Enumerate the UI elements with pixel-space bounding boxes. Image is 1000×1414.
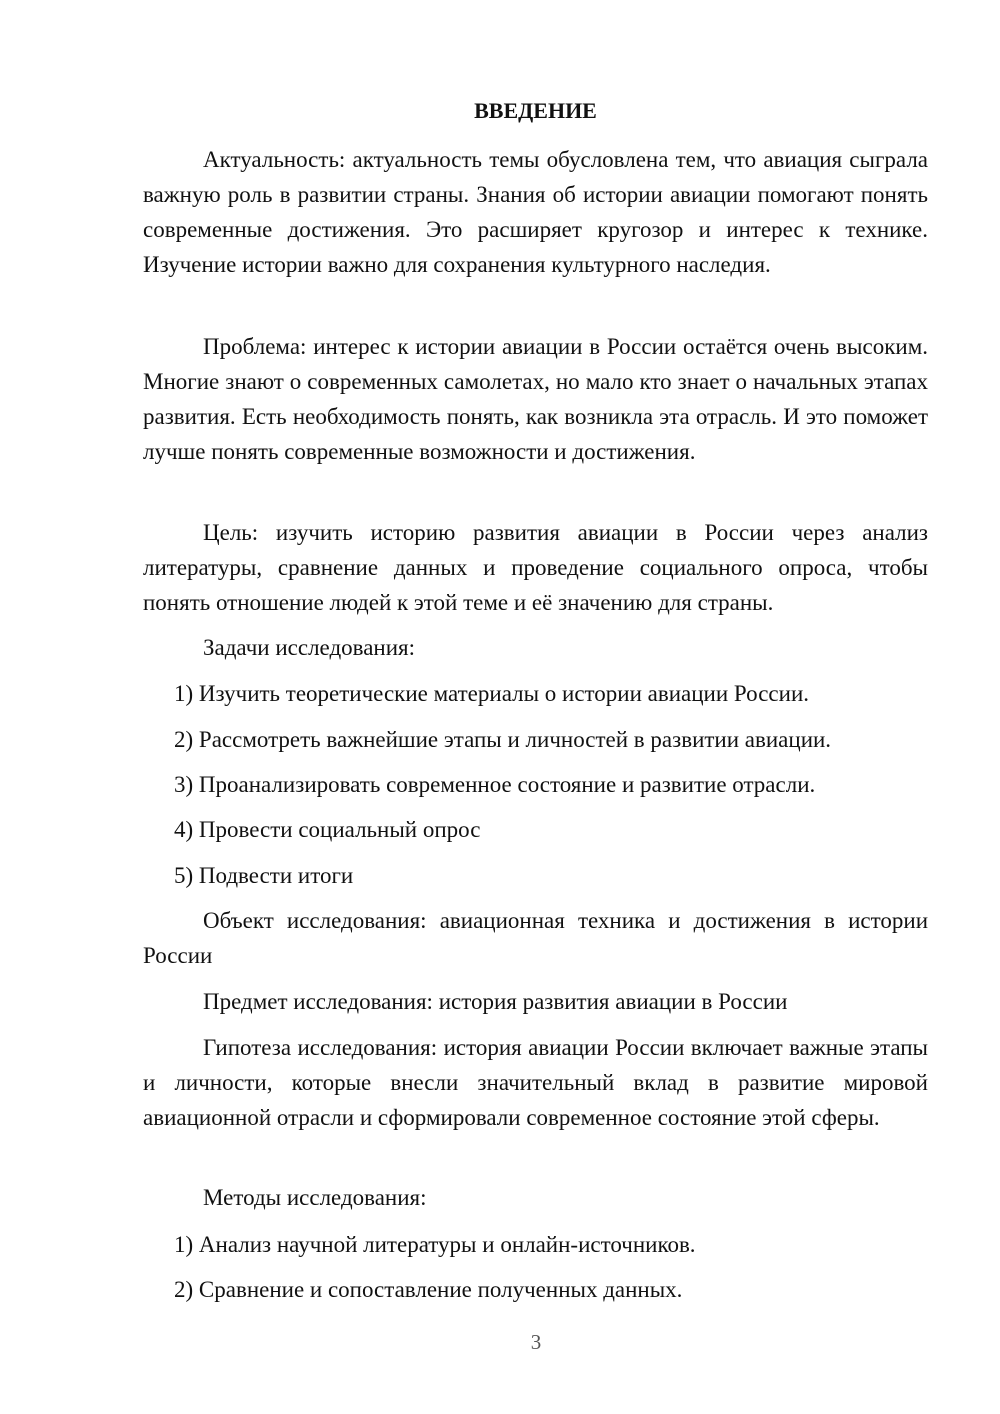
task-item-4: 4) Провести социальный опрос [174,817,481,842]
paragraph-relevance: Актуальность: актуальность темы обусловлена тем, что авиация сыграла важную роль в развитии страны. Знания об истории авиации помогают понять современные достижения. Это расширяет кругозор и интерес к технике. Изучение истории важно для сохранения культурного наследия. [143,147,928,277]
task-item-2: 2) Рассмотреть важнейшие этапы и личностей в развитии авиации. [174,727,832,752]
task-item-1: 1) Изучить теоретические материалы о истории авиации России. [174,681,810,706]
paragraph-subject: Предмет исследования: история развития авиации в России [203,989,788,1014]
method-item-1: 1) Анализ научной литературы и онлайн-источников. [174,1232,696,1257]
paragraph-goal: Цель: изучить историю развития авиации в России через анализ литературы, сравнение данных и проведение социального опроса, чтобы понять отношение людей к этой теме и её значению для страны. [143,520,928,615]
page-title: ВВЕДЕНИЕ [474,98,597,123]
task-item-5: 5) Подвести итоги [174,863,354,888]
task-item-3: 3) Проанализировать современное состояние и развитие отрасли. [174,772,816,797]
methods-heading: Методы исследования: [203,1185,427,1210]
page-number: 3 [530,1330,542,1354]
paragraph-problem: Проблема: интерес к истории авиации в России остаётся очень высоким. Многие знают о современных самолетах, но мало кто знает о начальных этапах развития. Есть необходимость понять, как возникла эта отрасль. И это поможет лучше понять современные возможности и достижения. [143,334,928,464]
tasks-heading: Задачи исследования: [203,635,416,660]
paragraph-object: Объект исследования: авиационная техника и достижения в истории России [143,908,928,968]
paragraph-hypothesis: Гипотеза исследования: история авиации России включает важные этапы и личности, которые внесли значительный вклад в развитие мировой авиационной отрасли и сформировали современное состояние этой сферы. [143,1035,928,1130]
method-item-2: 2) Сравнение и сопоставление полученных данных. [174,1277,683,1302]
